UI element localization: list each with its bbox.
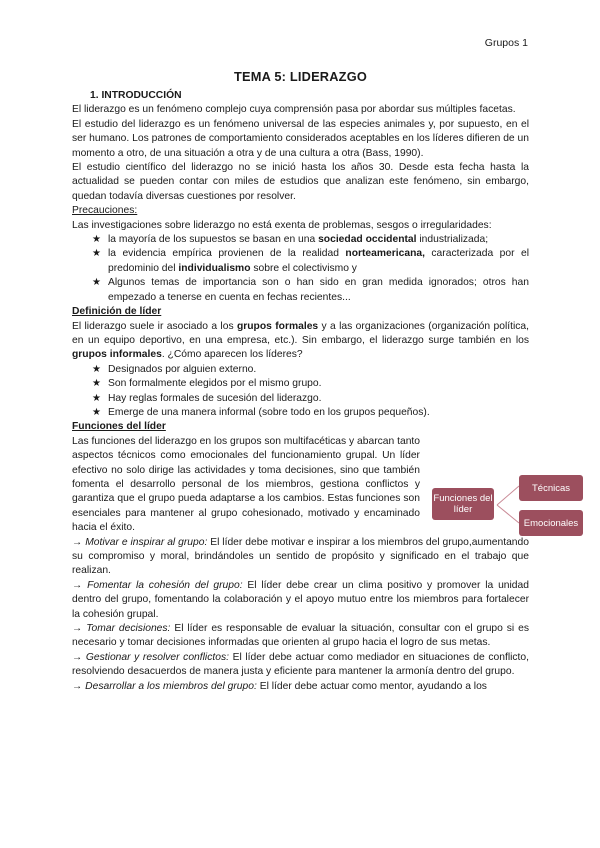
paragraph: El liderazgo suele ir asociado a los grupos formales y a las organizaciones (organización política, en un equipo deportivo, en una empresa, etc.). Sin embargo, el liderazgo surge también en los grupos informales. ¿Cómo aparecen los líderes?	[72, 320, 529, 361]
list-item: ★ Designados por alguien externo.	[72, 363, 529, 377]
diagram-root-node: Funciones del líder	[432, 488, 494, 520]
function-item: → Tomar decisiones: El líder es responsable de evaluar la situación, consultar con el grupo si es necesario y tomar decisiones informadas que orienten al grupo hacia el logro de sus metas.	[72, 623, 529, 649]
function-item: → Motivar e inspirar al grupo: El líder debe motivar e inspirar a los miembros del grupo,aumentando su compromiso y moral, brindándoles un sentido de propósito y significado en el trabajo que realizan.	[72, 536, 529, 577]
function-item: → Fomentar la cohesión del grupo: El líder debe crear un clima positivo y promover la unidad dentro del grupo, fomentando la colaboración y el apoyo mutuo entre los miembros para fortalecer la cohesión grupal.	[72, 579, 529, 620]
document-title: TEMA 5: LIDERAZGO	[233, 69, 368, 84]
paragraph: El estudio científico del liderazgo no se inició hasta los años 30. Desde esta fecha hasta la actualidad se pueden contar con miles de estudios que analizan este fenómeno, sin embargo, quedan todavía diversas cuestiones por resolver.	[72, 162, 529, 202]
section-heading: 1. INTRODUCCIÓN	[90, 90, 182, 101]
list-item: ★ Hay reglas formales de sucesión del liderazgo.	[72, 392, 529, 406]
definicion-list	[72, 363, 529, 421]
section-introduccion	[72, 89, 529, 694]
function-item: → Gestionar y resolver conflictos: El líder debe actuar como mediador en situaciones de conflicto, resolviendo desacuerdos de manera justa y eficiente para mantener la armonía dentro del grupo.	[72, 651, 530, 678]
precauciones-list	[72, 233, 529, 305]
connector-line	[497, 486, 519, 505]
subheading-precauciones: Precauciones:	[72, 205, 138, 217]
function-item: → Desarrollar a los miembros del grupo: El líder debe actuar como mentor, ayudando a los	[72, 680, 487, 692]
list-item: ★ Algunos temas de importancia son o han sido en gran medida ignorados; otros han empezado a tenerse en cuenta en fechas recientes...	[72, 276, 529, 305]
list-item: ★ Emerge de una manera informal (sobre todo en los grupos pequeños).	[72, 406, 529, 420]
connector-line	[497, 505, 519, 523]
list-item: ★ Son formalmente elegidos por el mismo grupo.	[72, 377, 529, 391]
diagram-node-tecnicas: Técnicas	[519, 475, 583, 501]
funciones-diagram	[425, 470, 585, 540]
list-item: ★ la evidencia empírica provienen de la realidad norteamericana, caracterizada por el predominio del individualismo sobre el colectivismo y	[72, 247, 529, 276]
paragraph: El estudio del liderazgo es un fenómeno universal de las especies animales y, por supuesto, en el ser humano. Los patrones de comportamiento considerados aceptables en los líderes difieren de un momento a otro, de una situación a otra y de una cultura a otra (Bass, 1990).	[72, 118, 529, 159]
paragraph-funciones-intro: Las funciones del liderazgo en los grupos son multifacéticas y abarcan tanto aspectos técnicos como emocionales del funcionamiento grupal. Un líder efectivo no solo dirige las actividades y toma decisiones, sino que también fomenta el desarrollo personal de los miembros, gestiona conflictos y garantiza que el grupo pueda adaptarse a los cambios. Estas funciones son esenciales para mantener al grupo cohesionado, motivado y encaminado hacia el éxito.	[72, 435, 421, 534]
list-item: ★ la mayoría de los supuestos se basan en una sociedad occidental industrializada;	[72, 233, 529, 247]
paragraph: El liderazgo es un fenómeno complejo cuya comprensión pasa por abordar sus múltiples facetas.	[72, 104, 516, 116]
page-header-label: Grupos 1	[484, 37, 528, 49]
paragraph: Las investigaciones sobre liderazgo no está exenta de problemas, sesgos o irregularidades:	[72, 219, 492, 231]
subheading-definicion: Definición de líder	[72, 306, 162, 318]
diagram-node-emocionales: Emocionales	[519, 510, 583, 536]
subheading-funciones: Funciones del líder	[72, 421, 166, 433]
